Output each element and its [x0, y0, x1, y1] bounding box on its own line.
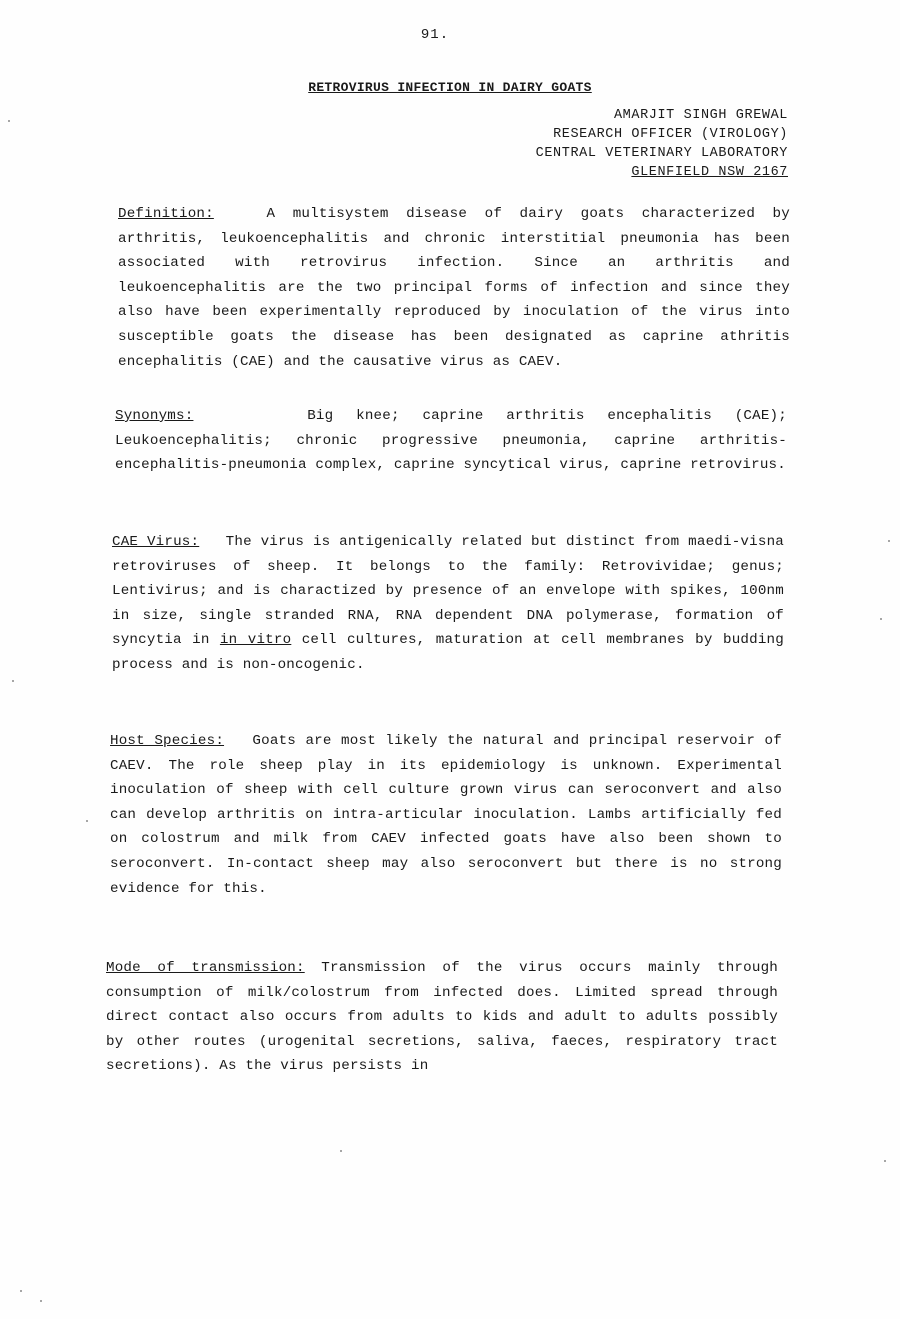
- cae-virus-text-after: cell cultures, maturation at cell membranes by budding process and is non-oncogenic.: [112, 632, 784, 673]
- synonyms-text: Big knee; caprine arthritis encephalitis (CAE); Leukoencephalitis; chronic progressive pneumonia, caprine arthritis-encephalitis-pneumonia complex, caprine syncytical virus, caprine retrovirus.: [115, 408, 787, 474]
- scan-speckle: [8, 120, 10, 122]
- scan-speckle: [20, 1290, 22, 1292]
- host-species-heading: Host Species:: [110, 733, 225, 749]
- author-institution: CENTRAL VETERINARY LABORATORY: [535, 146, 788, 161]
- mode-of-transmission-text: Transmission of the virus occurs mainly through consumption of milk/colostrum from infected does. Limited spread through direct contact also occurs from adults to kids and adult to adults possibly by other routes (urogenital secretions, saliva, faeces, respiratory tract secretions). As the virus persists in: [106, 960, 778, 1075]
- host-species-text: Goats are most likely the natural and principal reservoir of CAEV. The role sheep play in its epidemiology is unknown. Experimental inoculation of sheep with cell culture grown virus can seroconvert and also can develop arthritis on intra-articular inoculation. Lambs artificially fed on colostrum and milk from CAEV infected goats have also been shown to seroconvert. In-contact sheep may also seroconvert but there is no strong evidence for this.: [110, 733, 782, 897]
- cae-virus-heading: CAE Virus:: [112, 534, 200, 550]
- author-position: RESEARCH OFFICER (VIROLOGY): [553, 127, 788, 142]
- host-species-paragraph: [110, 729, 782, 901]
- definition-text: A multisystem disease of dairy goats characterized by arthritis, leukoencephalitis and chronic interstitial pneumonia has been associated with retrovirus infection. Since an arthritis and leukoencephalitis are the two principal forms of infection and since they also have been experimentally reproduced by inoculation of the virus into susceptible goats the disease has been designated as caprine athritis encephalitis (CAE) and the causative virus as CAEV.: [118, 206, 790, 370]
- synonyms-paragraph: [115, 404, 787, 478]
- mode-of-transmission-paragraph: [106, 956, 778, 1079]
- scan-speckle: [40, 1300, 42, 1302]
- mode-of-transmission-heading: Mode of transmission:: [106, 960, 305, 976]
- definition-paragraph: [118, 202, 790, 374]
- cae-virus-text-before: The virus is antigenically related but distinct from maedi-visna retroviruses of sheep. It belongs to the family: Retrovividae; genus; Lentivirus; and is charactized by presence of an envelope with spikes, 100nm in size, single stranded RNA, RNA dependent DNA polymerase, formation of syncytia in: [112, 534, 784, 649]
- author-location: GLENFIELD NSW 2167: [631, 165, 788, 180]
- page-number: 91.: [420, 27, 450, 43]
- scan-speckle: [880, 618, 882, 620]
- cae-virus-paragraph: [112, 530, 784, 678]
- scan-speckle: [12, 680, 14, 682]
- document-title: RETROVIRUS INFECTION IN DAIRY GOATS: [308, 80, 592, 95]
- scan-speckle: [884, 1160, 886, 1162]
- author-block: [536, 106, 788, 182]
- definition-heading: Definition:: [118, 206, 214, 222]
- scan-speckle: [888, 540, 890, 542]
- scan-speckle: [340, 1150, 342, 1152]
- author-name: AMARJIT SINGH GREWAL: [613, 108, 788, 123]
- scan-speckle: [86, 820, 88, 822]
- in-vitro-emphasis: in vitro: [219, 632, 292, 649]
- synonyms-heading: Synonyms:: [115, 408, 194, 424]
